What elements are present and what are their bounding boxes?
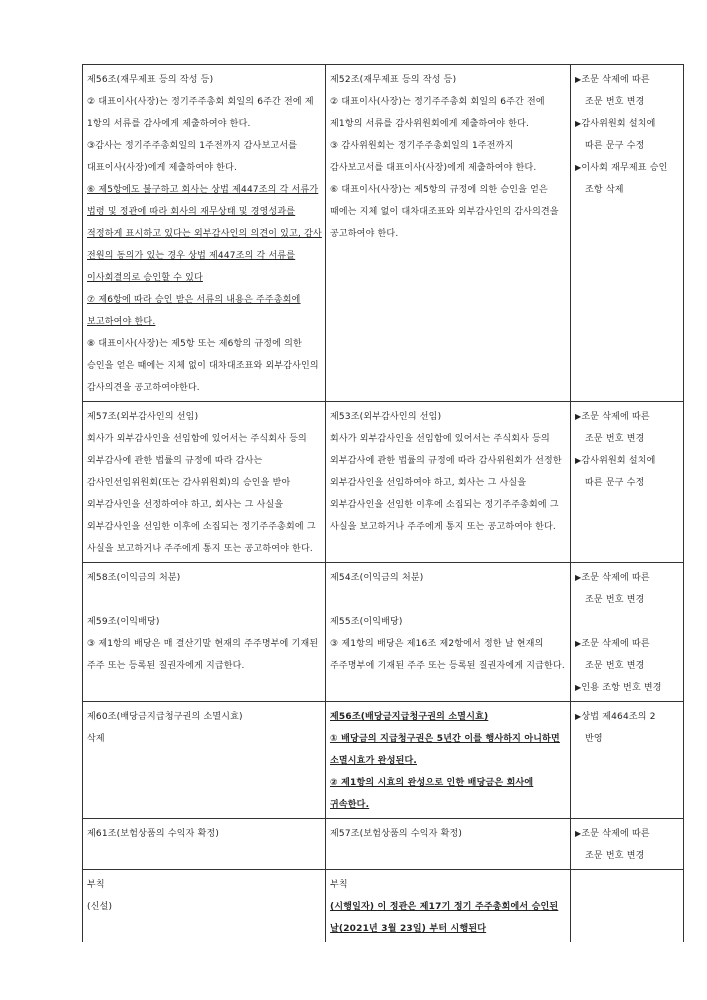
- note-cell: [571, 870, 684, 943]
- new-article-cell: [326, 402, 571, 563]
- note-cell: [571, 819, 684, 870]
- table-row: [83, 819, 684, 870]
- old-article-cell: [83, 65, 326, 402]
- old-clause: 회사가 외부감사인을 선임함에 있어서는 주식회사 등의 외부감사에 관한 법률의 규정에 따라 감사는 감사인선임위원회(또는 감사위원회)의 승인을 받아 외부감사인을 선정하여야 하고, 회사는 그 사실을 외부감사인을 선임한 이후에 소집되는 정기주주총회에 그 사실을 보고하거나 주주에게 통지 또는 공고하여야 한다.: [87, 434, 316, 554]
- old-article-title: 부칙: [87, 880, 105, 890]
- new-clause: ② 대표이사(사장)는 정기주주총회 회일의 6주간 전에 제1항의 서류를 감사위원회에게 제출하여야 한다.: [330, 97, 545, 129]
- new-article-title: 제56조(배당금지급청구권의 소멸시효): [330, 712, 489, 722]
- new-clause: (시행일자) 이 정관은 제17기 정기 주주총회에서 승인된 날(2021년 3월 23일) 부터 시행된다: [330, 902, 559, 934]
- new-clause: ② 제1항의 시효의 완성으로 인한 배당금은 회사에 귀속한다.: [330, 778, 534, 810]
- old-article-title: 제58조(이익금의 처분): [87, 573, 181, 583]
- note-item: ▶조문 삭제에 따른 조문 번호 변경: [575, 75, 650, 107]
- new-article-title: 부칙: [330, 880, 348, 890]
- new-clause: ③ 감사위원회는 정기주주총회일의 1주전까지 감사보고서를 대표이사(사장)에게 제출하여야 한다.: [330, 141, 537, 173]
- new-clause: ⑥ 대표이사(사장)는 제5항의 규정에 의한 승인을 얻은 때에는 지체 없이 대차대조표와 외부감사인의 감사의견을 공고하여야 한다.: [330, 185, 559, 239]
- triangle-right-icon: ▶: [575, 75, 582, 84]
- new-clause: ③ 제1항의 배당은 제16조 제2항에서 정한 날 현재의 주주명부에 기재된 주주 또는 등록된 질권자에게 지급한다.: [330, 639, 565, 671]
- old-article-cell: [83, 402, 326, 563]
- note-cell: [571, 65, 684, 402]
- old-article-title: 제61조(보험상품의 수익자 확정): [87, 829, 220, 839]
- old-article-cell: [83, 702, 326, 819]
- triangle-right-icon: ▶: [575, 712, 582, 721]
- old-article-cell: [83, 563, 326, 702]
- new-article-cell: [326, 702, 571, 819]
- new-article-title: 제57조(보험상품의 수익자 확정): [330, 829, 463, 839]
- triangle-right-icon: ▶: [575, 639, 582, 648]
- note-item: ▶감사위원회 설치에 따른 문구 수정: [575, 456, 656, 488]
- table-row: [83, 65, 684, 402]
- note-cell: [571, 402, 684, 563]
- table-row: [83, 563, 684, 702]
- new-article-title: 제55조(이익배당): [330, 617, 403, 627]
- table-row: [83, 402, 684, 563]
- triangle-right-icon: ▶: [575, 163, 582, 172]
- old-clause: 삭제: [87, 734, 105, 744]
- old-clause: ③감사는 정기주주총회일의 1주전까지 감사보고서를 대표이사(사장)에게 제출하여야 한다.: [87, 141, 298, 173]
- note-item: ▶이사회 재무제표 승인 조항 삭제: [575, 163, 668, 195]
- note-item: ▶상법 제464조의 2 반영: [575, 712, 656, 744]
- old-article-cell: [83, 870, 326, 943]
- old-clause: ⑧ 대표이사(사장)는 제5항 또는 제6항의 규정에 의한 승인을 얻은 때에는 지체 없이 대차대조표와 외부감사인의 감사의견을 공고하여야한다.: [87, 339, 319, 393]
- old-clause: ③ 제1항의 배당은 매 결산기말 현재의 주주명부에 기재된 주주 또는 등록된 질권자에게 지급한다.: [87, 639, 319, 671]
- note-item: ▶인용 조항 번호 변경: [575, 683, 662, 693]
- old-clause: ⑥ 제5항에도 불구하고 회사는 상법 제447조의 각 서류가 법령 및 정관에 따라 회사의 재무상태 및 경영성과를 적정하게 표시하고 있다는 외부감사인의 의견이 있고, 감사 전원의 동의가 있는 경우 상법 제447조의 각 서류를 이사회결의로 승인할 수 있다: [87, 185, 322, 283]
- new-article-title: 제54조(이익금의 처분): [330, 573, 424, 583]
- note-item: ▶조문 삭제에 따른 조문 번호 변경: [575, 412, 650, 444]
- old-article-title: 제60조(배당금지급청구권의 소멸시효): [87, 712, 243, 722]
- new-article-cell: [326, 65, 571, 402]
- note-item: ▶조문 삭제에 따른 조문 번호 변경: [575, 639, 650, 671]
- old-article-title: 제57조(외부감사인의 선임): [87, 412, 199, 422]
- new-clause: 회사가 외부감사인을 선임함에 있어서는 주식회사 등의 외부감사에 관한 법률의 규정에 따라 감사위원회가 선정한 외부감사인을 선임하여야 하고, 회사는 그 사실을 외부감사인을 선임한 이후에 소집되는 정기주주총회에 그 사실을 보고하거나 주주에게 통지 또는 공고하여야 한다.: [330, 434, 562, 532]
- table-row: [83, 870, 684, 943]
- new-article-title: 제53조(외부감사인의 선임): [330, 412, 442, 422]
- amendment-comparison-table: [82, 64, 684, 942]
- note-item: ▶조문 삭제에 따른 조문 번호 변경: [575, 573, 650, 605]
- new-article-cell: [326, 563, 571, 702]
- new-article-cell: [326, 819, 571, 870]
- old-article-title: 제56조(재무제표 등의 작성 등): [87, 75, 214, 85]
- triangle-right-icon: ▶: [575, 412, 582, 421]
- new-clause: ① 배당금의 지급청구권은 5년간 이를 행사하지 아니하면 소멸시효가 완성된다.: [330, 734, 560, 766]
- note-cell: [571, 702, 684, 819]
- triangle-right-icon: ▶: [575, 829, 582, 838]
- new-article-title: 제52조(재무제표 등의 작성 등): [330, 75, 457, 85]
- old-clause: ② 대표이사(사장)는 정기주주총회 회일의 6주간 전에 제 1항의 서류를 감사에게 제출하여야 한다.: [87, 97, 314, 129]
- note-item: ▶조문 삭제에 따른 조문 번호 변경: [575, 829, 650, 861]
- note-cell: [571, 563, 684, 702]
- triangle-right-icon: ▶: [575, 119, 582, 128]
- triangle-right-icon: ▶: [575, 683, 582, 692]
- note-item: ▶감사위원회 설치에 따른 문구 수정: [575, 119, 656, 151]
- triangle-right-icon: ▶: [575, 456, 582, 465]
- old-clause: (신설): [87, 902, 113, 912]
- old-article-cell: [83, 819, 326, 870]
- old-clause: ⑦ 제6항에 따라 승인 받은 서류의 내용은 주주총회에 보고하여야 한다.: [87, 295, 301, 327]
- new-article-cell: [326, 870, 571, 943]
- triangle-right-icon: ▶: [575, 573, 582, 582]
- old-article-title: 제59조(이익배당): [87, 617, 160, 627]
- table-row: [83, 702, 684, 819]
